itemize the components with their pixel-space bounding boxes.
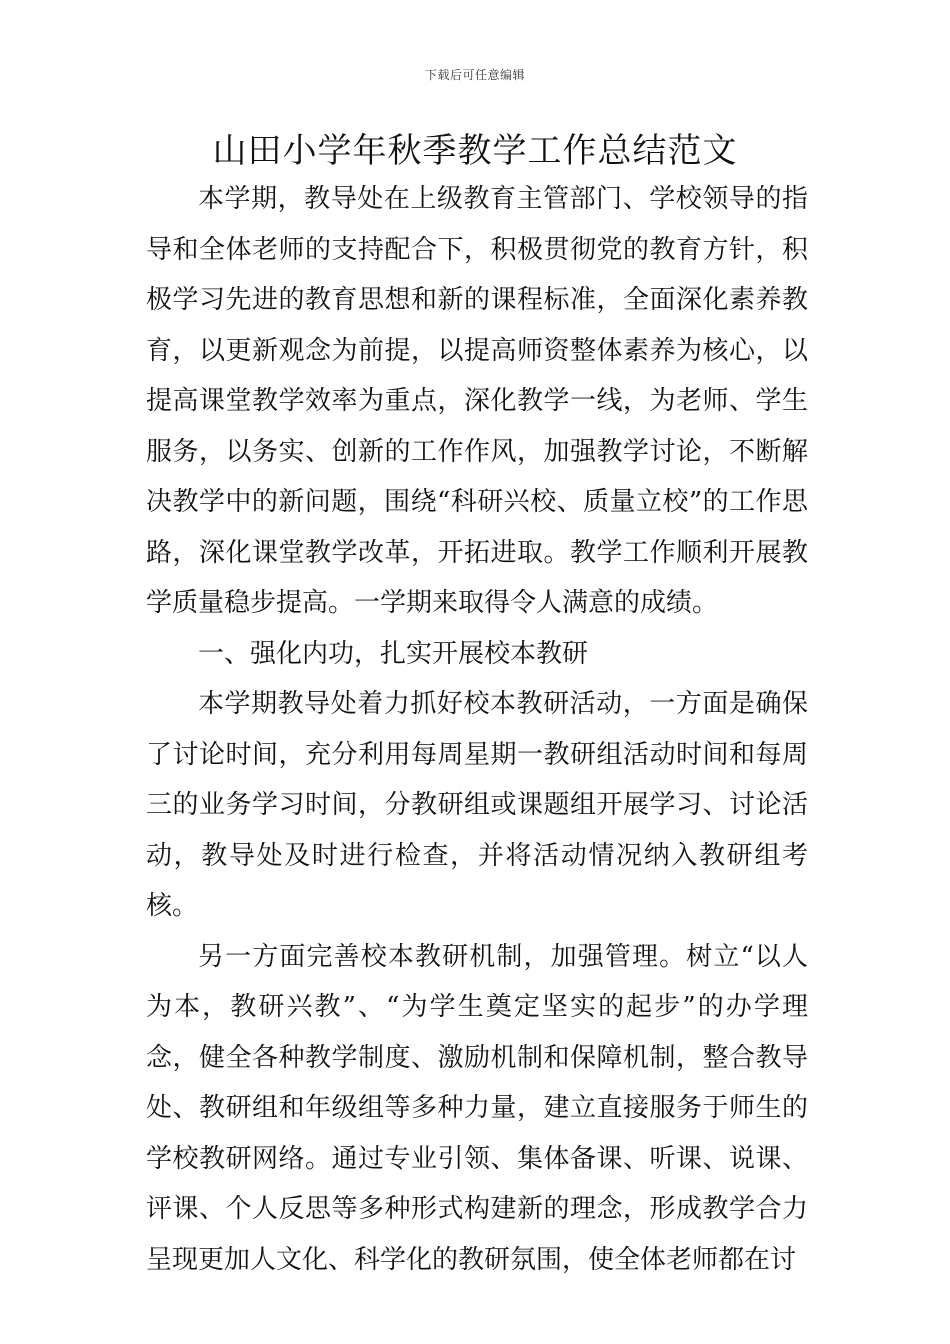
paragraph-teaching-research: 本学期教导处着力抓好校本教研活动，一方面是确保了讨论时间，充分利用每周星期一教研组活动时间和每周三的业务学习时间，分教研组或课题组开展学习、讨论活动，教导处及时进行检查，并将活动情况纳入教研组考核。	[146, 689, 808, 921]
header-note: 下载后可任意编辑	[424, 68, 525, 82]
document-body	[146, 174, 808, 1285]
paragraph-intro: 本学期，教导处在上级教育主管部门、学校领导的指导和全体老师的支持配合下，积极贯彻党的教育方针，积极学习先进的教育思想和新的课程标准，全面深化素养教育，以更新观念为前提，以提高师资整体素养为核心，以提高课堂教学效率为重点，深化教学一线，为老师、学生服务，以务实、创新的工作作风，加强教学讨论，不断解决教学中的新问题，围绕“科研兴校、质量立校”的工作思路，深化课堂教学改革，开拓进取。教学工作顺利开展教学质量稳步提高。一学期来取得令人满意的成绩。	[146, 184, 808, 618]
document-title: 山田小学年秋季教学工作总结范文	[212, 131, 738, 171]
paragraph-mechanism: 另一方面完善校本教研机制，加强管理。树立“以人为本，教研兴教”、“为学生奠定坚实的起步”的办学理念，健全各种教学制度、激励机制和保障机制，整合教导处、教研组和年级组等多种力量，建立直接服务于师生的学校教研网络。通过专业引领、集体备课、听课、说课、评课、个人反思等多种形式构建新的理念，形成教学合力呈现更加人文化、科学化的教研氛围，使全体老师都在讨	[146, 941, 808, 1275]
section-heading: 一、强化内功，扎实开展校本教研	[198, 638, 589, 669]
